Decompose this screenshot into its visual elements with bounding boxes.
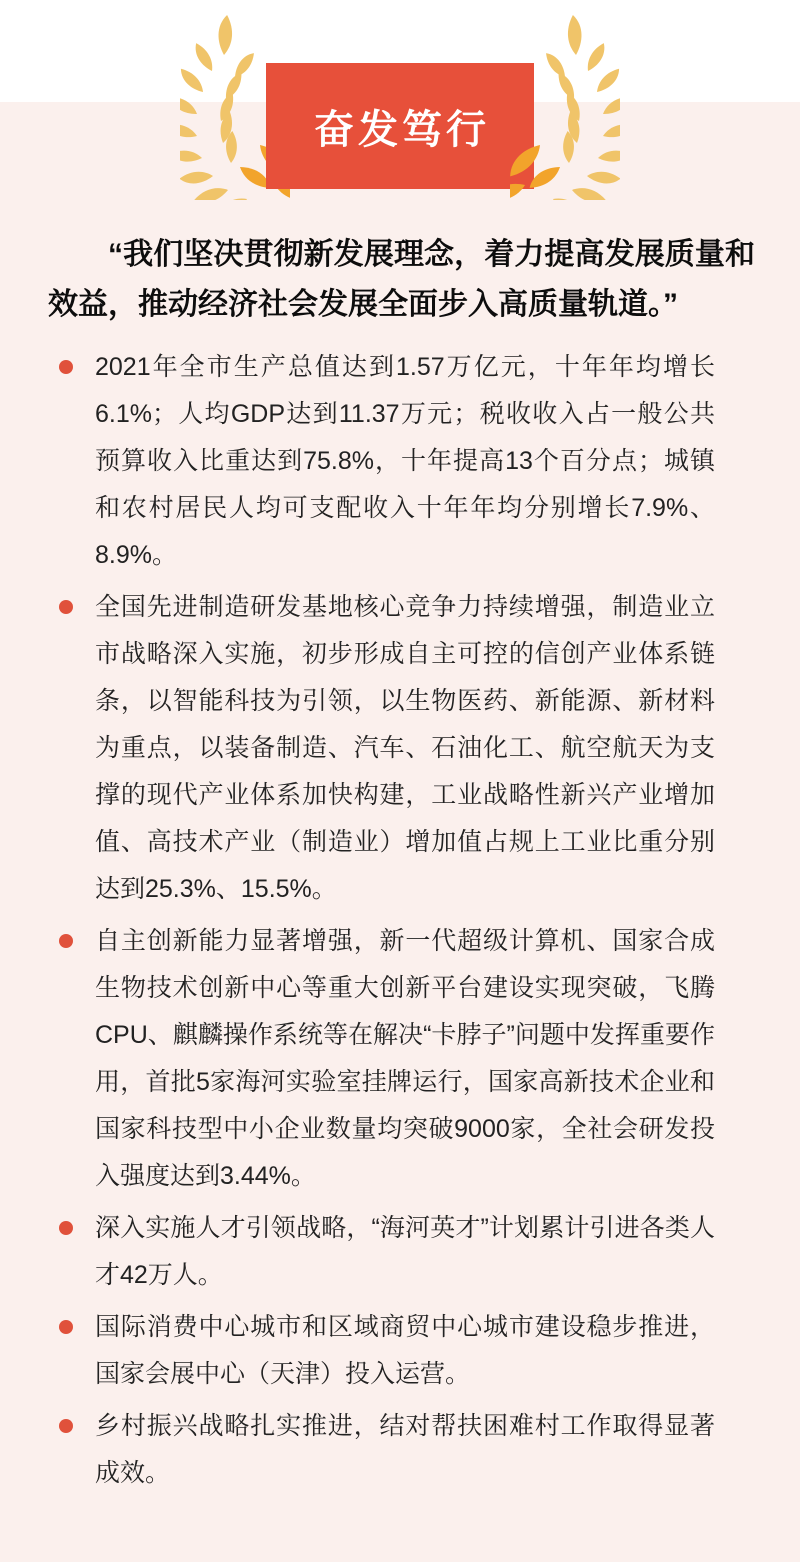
quote-text: “我们坚决贯彻新发展理念，着力提高发展质量和效益，推动经济社会发展全面步入高质量轨道。” (48, 238, 755, 321)
list-item-text: 自主创新能力显著增强，新一代超级计算机、国家合成生物技术创新中心等重大创新平台建设实现突破，飞腾CPU、麒麟操作系统等在解决“卡脖子”问题中发挥重要作用，首批5家海河实验室挂牌运行，国家高新技术企业和国家科技型中小企业数量均突破9000家，全社会研发投入强度达到3.44%。 (95, 927, 715, 1190)
list-item (95, 1304, 715, 1398)
list-item-text: 全国先进制造研发基地核心竞争力持续增强，制造业立市战略深入实施，初步形成自主可控的信创产业体系链条，以智能科技为引领，以生物医药、新能源、新材料为重点，以装备制造、汽车、石油化工、航空航天为支撑的现代产业体系加快构建，工业战略性新兴产业增加值、高技术产业（制造业）增加值占规上工业比重分别达到25.3%、15.5%。 (95, 593, 715, 903)
list-item-text: 乡村振兴战略扎实推进，结对帮扶困难村工作取得显著成效。 (95, 1412, 715, 1487)
banner (266, 63, 534, 189)
list-item (95, 1205, 715, 1299)
list-item-text: 国际消费中心城市和区域商贸中心城市建设稳步推进，国家会展中心（天津）投入运营。 (95, 1313, 715, 1388)
list-item (95, 918, 715, 1200)
bullet-dot-icon (59, 1419, 73, 1433)
list-item-text: 2021年全市生产总值达到1.57万亿元，十年年均增长6.1%；人均GDP达到11.37万元；税收收入占一般公共预算收入比重达到75.8%，十年提高13个百分点；城镇和农村居民人均可支配收入十年年均分别增长7.9%、8.9%。 (95, 353, 715, 569)
achievement-list (0, 344, 800, 1497)
bullet-dot-icon (59, 1320, 73, 1334)
bullet-dot-icon (59, 934, 73, 948)
banner-title: 奋发笃行 (314, 107, 490, 152)
laurel-wreath-right-icon (510, 15, 620, 200)
bullet-dot-icon (59, 360, 73, 374)
bullet-dot-icon (59, 600, 73, 614)
bottom-padding (0, 1502, 800, 1562)
list-item (95, 1403, 715, 1497)
header (0, 0, 800, 210)
list-item (95, 344, 715, 579)
list-item (95, 584, 715, 913)
bullet-dot-icon (59, 1221, 73, 1235)
list-item-text: 深入实施人才引领战略，“海河英才”计划累计引进各类人才42万人。 (95, 1214, 715, 1289)
